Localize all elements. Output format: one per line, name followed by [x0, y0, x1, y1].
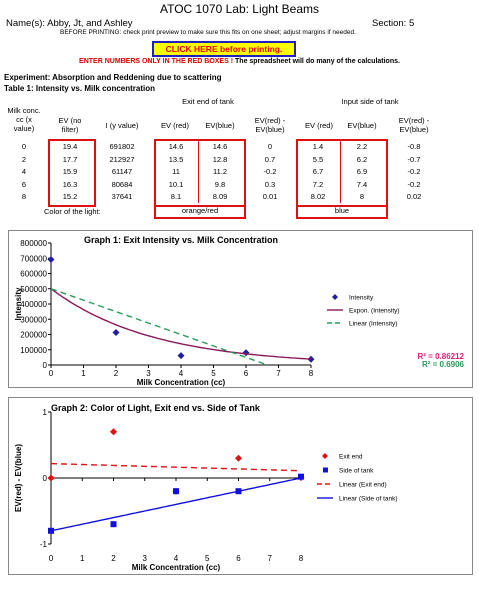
x-tick-label: 1 [80, 554, 85, 563]
trendline-linear-side-of-tank- [51, 478, 301, 531]
trendline-linear-exit-end- [51, 464, 301, 471]
header-in-blue: EV(blue) [347, 121, 377, 130]
x-axis-label: Milk Concentration (cc) [136, 378, 226, 387]
table-cell-in-blue[interactable]: 6.2 [356, 154, 368, 164]
x-tick-label: 6 [236, 554, 241, 563]
exit-color-value[interactable]: orange/red [181, 206, 219, 215]
table-cell-exit-red[interactable]: 10.1 [168, 179, 184, 189]
table-cell-i: 61147 [111, 167, 133, 176]
page-title: ATOC 1070 Lab: Light Beams [160, 2, 319, 16]
x-tick-label: 3 [146, 369, 151, 378]
header-input-group: Input side of tank [341, 97, 399, 106]
y-tick-label: 300000 [20, 315, 47, 325]
x-tick-label: 7 [276, 369, 281, 378]
student-names: Name(s): Abby, Jt, and Ashley [6, 18, 133, 29]
table-cell-in-diff: -0.2 [407, 167, 421, 176]
header-in-red: EV (red) [305, 121, 333, 130]
legend-label: Intensity [349, 294, 374, 302]
data-point-diamond [48, 475, 55, 482]
header-milk: Milk conc. cc (x value) [7, 106, 41, 133]
header-in-diff: EV(red) - EV(blue) [398, 116, 430, 134]
x-tick-label: 2 [111, 554, 116, 563]
x-tick-label: 5 [211, 369, 216, 378]
x-tick-label: 6 [243, 369, 249, 378]
y-tick-label: -1 [39, 540, 47, 549]
table-cell-exit-red[interactable]: 11 [172, 167, 180, 176]
y-tick-label: 800000 [20, 239, 47, 248]
y-tick-label: 400000 [20, 300, 47, 309]
y-tick-label: 500000 [20, 284, 47, 294]
data-point-diamond [243, 349, 250, 356]
table-cell-in-diff: -0.2 [407, 179, 421, 189]
y-tick-label: 0 [42, 474, 47, 483]
section-label: Section: 5 [372, 18, 415, 29]
table-cell-exit-blue[interactable]: 9.8 [214, 179, 226, 189]
table-cell-ev[interactable]: 16.3 [62, 179, 78, 189]
r-squared-label: R² = 0.86212 [417, 352, 464, 361]
table-cell-in-blue[interactable]: 2.2 [356, 142, 368, 151]
print-note: BEFORE PRINTING: check print preview to make sure this fits on one sheet; adjust margins if needed. [60, 29, 356, 36]
legend-diamond [332, 294, 338, 300]
legend-label: Linear (Intensity) [349, 320, 398, 328]
instruction-black: The spreadsheet will do many of the calculations. [233, 58, 400, 65]
table-cell-exit-red[interactable]: 14.6 [168, 142, 184, 151]
trendline-linear-intensity- [51, 289, 266, 364]
experiment-title: Experiment: Absorption and Reddening due to scattering [4, 73, 222, 82]
legend-label: Expon. (Intensity) [349, 307, 400, 315]
legend-label: Linear (Exit end) [339, 481, 387, 489]
graph1-frame [8, 230, 473, 388]
color-label: Color of the light: [44, 207, 101, 216]
x-tick-label: 5 [205, 554, 210, 563]
table-cell-exit-diff: 0 [267, 142, 273, 151]
data-point-diamond [235, 455, 242, 462]
graph2-frame [8, 397, 473, 575]
table-cell-in-blue[interactable]: 6.9 [356, 167, 368, 176]
data-point-square [173, 488, 179, 494]
table-cell-in-red[interactable]: 1.4 [312, 142, 324, 151]
table-cell-in-red[interactable]: 7.2 [312, 179, 324, 189]
graph2-svg [9, 398, 472, 574]
legend-label: Exit end [339, 453, 363, 461]
header-ev-nofilter: EV (no filter) [58, 116, 82, 134]
table-cell-exit-diff: 0.7 [264, 154, 276, 164]
y-tick-label: 1 [42, 408, 47, 417]
y-tick-label: 700000 [20, 254, 47, 264]
y-tick-label: 600000 [20, 269, 47, 279]
x-tick-label: 8 [308, 369, 314, 378]
table-cell-milk: 8 [21, 192, 27, 201]
print-button[interactable]: CLICK HERE before printing. [152, 41, 296, 57]
header-exit-diff: EV(red) - EV(blue) [254, 116, 286, 134]
data-point-square [111, 521, 117, 527]
table-cell-exit-diff: 0.01 [262, 192, 278, 201]
table-cell-exit-blue[interactable]: 11.2 [212, 167, 228, 176]
instruction-line [0, 58, 479, 65]
legend-diamond [322, 453, 328, 459]
input-color-value[interactable]: blue [334, 206, 350, 215]
table-cell-milk: 6 [21, 179, 27, 189]
table-cell-exit-blue[interactable]: 14.6 [212, 142, 228, 151]
x-tick-label: 0 [48, 554, 54, 563]
instruction-red: ENTER NUMBERS ONLY IN THE RED BOXES ! [79, 58, 234, 65]
table-cell-exit-red[interactable]: 8.1 [170, 192, 182, 201]
table-cell-ev[interactable]: 17.7 [62, 154, 78, 164]
x-tick-label: 4 [178, 369, 184, 378]
table-title: Table 1: Intensity vs. Milk concentration [4, 84, 155, 93]
trendline-expon-intensity- [51, 289, 311, 359]
x-axis-label: Milk Concentration (cc) [131, 563, 221, 572]
y-tick-label: 100000 [20, 345, 47, 355]
x-tick-label: 8 [298, 554, 304, 563]
header-exit-group: Exit end of tank [182, 97, 234, 106]
header-i: I (y value) [105, 121, 139, 130]
chart-title: Graph 1: Exit Intensity vs. Milk Concentration [84, 235, 279, 245]
y-axis-label: Intensity [14, 287, 23, 321]
data-point-diamond [110, 428, 117, 435]
x-tick-label: 4 [173, 554, 179, 563]
table-cell-in-red[interactable]: 8.02 [310, 192, 326, 201]
legend-label: Side of tank [339, 467, 374, 475]
table-cell-in-diff: -0.7 [407, 154, 421, 164]
x-tick-label: 2 [113, 369, 119, 378]
data-point-diamond [113, 329, 120, 336]
table-cell-exit-diff: 0.3 [264, 179, 276, 189]
table-cell-in-red[interactable]: 6.7 [312, 167, 324, 176]
data-point-diamond [48, 256, 55, 263]
y-tick-label: 200000 [20, 330, 47, 340]
table-cell-exit-blue[interactable]: 12.8 [212, 154, 228, 164]
table-cell-in-diff: -0.8 [407, 142, 421, 151]
table-cell-ev[interactable]: 15.9 [62, 167, 78, 176]
r-squared-label: R² = 0.6906 [421, 360, 464, 369]
table-cell-ev[interactable]: 19.4 [62, 142, 78, 151]
table-cell-in-red[interactable]: 5.5 [312, 154, 324, 164]
table-cell-i: 212927 [109, 154, 135, 164]
table-cell-milk: 0 [21, 142, 27, 151]
table-cell-i: 80684 [111, 179, 133, 189]
graph1-svg [9, 231, 472, 387]
header-exit-red: EV (red) [161, 121, 189, 130]
legend-label: Linear (Side of tank) [339, 495, 398, 503]
header-exit-blue: EV(blue) [205, 121, 235, 130]
table-cell-exit-blue[interactable]: 8.09 [212, 192, 228, 201]
table-cell-i: 691802 [109, 142, 135, 151]
y-axis-label: EV(red) - EV(blue) [14, 443, 23, 513]
table-cell-milk: 2 [21, 154, 27, 164]
table-cell-in-blue[interactable]: 8 [359, 192, 365, 201]
table-cell-exit-diff: -0.2 [263, 167, 277, 176]
y-tick-label: 0 [42, 361, 47, 370]
legend-square [323, 468, 328, 473]
chart-title: Graph 2: Color of Light, Exit end vs. Side of Tank [51, 403, 260, 413]
table-cell-in-diff: 0.02 [406, 192, 422, 201]
table-cell-ev[interactable]: 15.2 [62, 192, 78, 201]
table-cell-exit-red[interactable]: 13.5 [168, 154, 184, 164]
x-tick-label: 0 [48, 369, 54, 378]
table-cell-i: 37641 [111, 192, 133, 201]
x-tick-label: 1 [81, 369, 86, 378]
x-tick-label: 3 [142, 554, 147, 563]
table-cell-in-blue[interactable]: 7.4 [356, 179, 368, 189]
x-tick-label: 7 [267, 554, 272, 563]
table-cell-milk: 4 [21, 167, 27, 176]
data-point-diamond [178, 352, 185, 359]
